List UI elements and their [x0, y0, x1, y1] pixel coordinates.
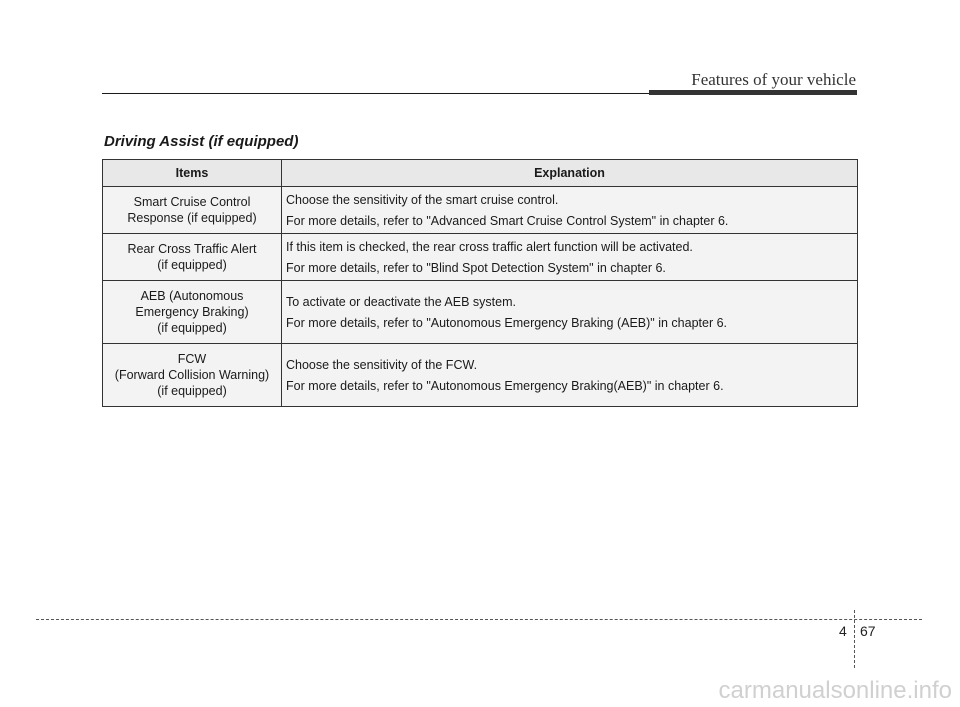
table-row [103, 344, 858, 407]
column-header-items: Items [103, 160, 282, 187]
item-name-line: (if equipped) [157, 258, 227, 272]
column-header-explanation: Explanation [282, 160, 858, 187]
explanation-cell [282, 344, 858, 407]
explanation-reference: For more details, refer to "Autonomous Emergency Braking(AEB)" in chapter 6. [286, 378, 724, 393]
item-name-line: FCW [177, 352, 207, 366]
explanation-reference: For more details, refer to "Blind Spot Detection System" in chapter 6. [286, 260, 666, 275]
watermark: carmanualsonline.info [718, 677, 952, 704]
explanation-text: If this item is checked, the rear cross traffic alert function will be activated. [286, 239, 693, 254]
explanation-cell [282, 281, 858, 344]
table-header-row [103, 160, 858, 187]
item-cell [103, 344, 282, 407]
item-cell [103, 187, 282, 234]
footer-rule [36, 619, 922, 620]
item-name-line: (if equipped) [157, 321, 227, 335]
explanation-text: Choose the sensitivity of the FCW. [286, 357, 478, 372]
chapter-number: 4 [839, 623, 847, 639]
header-rule [102, 93, 652, 94]
table-row [103, 281, 858, 344]
explanation-text: Choose the sensitivity of the smart cruise control. [286, 192, 559, 207]
explanation-cell [282, 187, 858, 234]
item-name-line: Emergency Braking) [135, 305, 249, 319]
table-row [103, 234, 858, 281]
footer-divider [854, 610, 855, 668]
item-name-line: (Forward Collision Warning) [114, 368, 270, 382]
item-name-line: Smart Cruise Control [133, 195, 251, 209]
header-title: Features of your vehicle [691, 70, 856, 89]
item-name-line: Response (if equipped) [127, 211, 257, 225]
item-name-line: (if equipped) [157, 384, 227, 398]
explanation-reference: For more details, refer to "Autonomous Emergency Braking (AEB)" in chapter 6. [286, 315, 728, 330]
page-number: 67 [860, 623, 876, 639]
settings-table [102, 159, 858, 407]
header-bar [649, 90, 857, 95]
item-cell [103, 234, 282, 281]
section-title: Driving Assist (if equipped) [104, 133, 299, 150]
explanation-reference: For more details, refer to "Advanced Smart Cruise Control System" in chapter 6. [286, 213, 729, 228]
table-row [103, 187, 858, 234]
explanation-text: To activate or deactivate the AEB system. [286, 294, 516, 309]
item-name-line: Rear Cross Traffic Alert [127, 242, 257, 256]
explanation-cell [282, 234, 858, 281]
item-name-line: AEB (Autonomous [140, 289, 244, 303]
item-cell [103, 281, 282, 344]
